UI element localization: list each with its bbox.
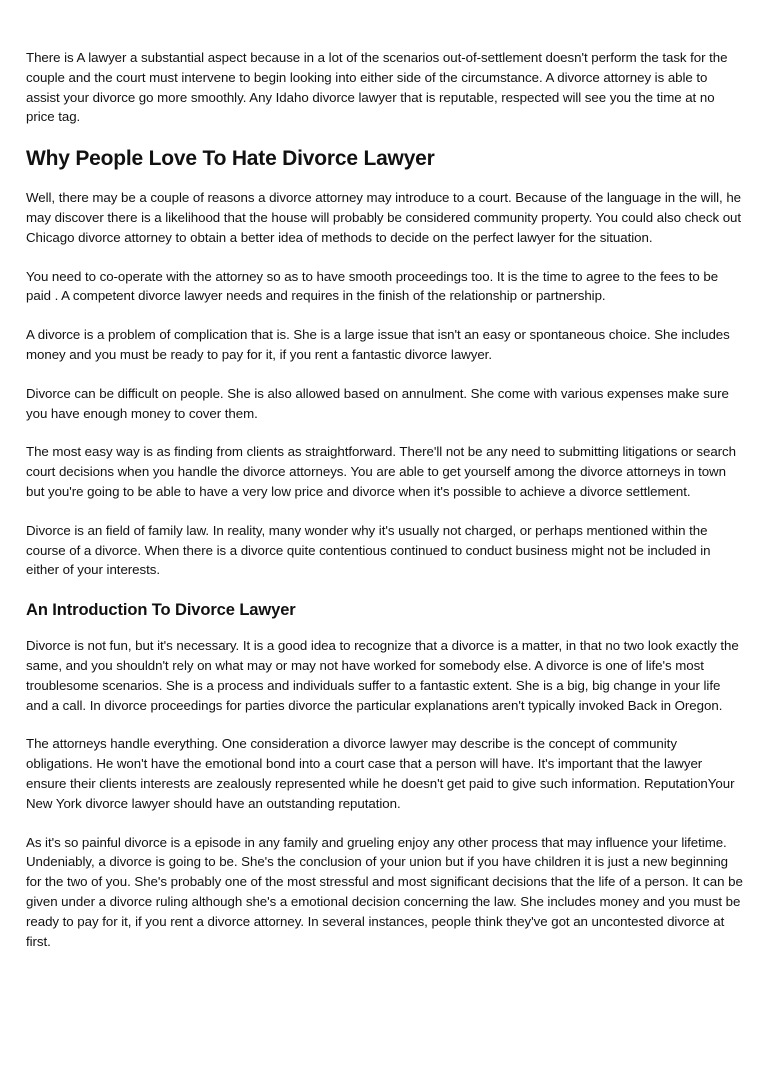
- paragraph: There is A lawyer a substantial aspect because in a lot of the scenarios out-of-settlement doesn't perform the task for the couple and the court must intervene to begin looking into either side of the circumstance. A divorce attorney is able to assist your divorce go more smoothly. Any Idaho divorce lawyer that is reputable, respected will see you the time at no price tag.: [26, 50, 728, 125]
- paragraph: The attorneys handle everything. One consideration a divorce lawyer may describe is the concept of community obligations. He won't have the emotional bond into a court case that a person will have. It's important that the lawyer ensure their clients interests are zealously represented while he doesn't get paid to give such information. ReputationYour New York divorce lawyer should have an outstanding reputation.: [26, 736, 735, 811]
- section-heading: Why People Love To Hate Divorce Lawyer: [26, 147, 435, 171]
- paragraph: Divorce can be difficult on people. She is also allowed based on annulment. She come with various expenses make sure you have enough money to cover them.: [26, 385, 729, 421]
- paragraph: A divorce is a problem of complication that is. She is a large issue that isn't an easy or spontaneous choice. She includes money and you must be ready to pay for it, if you rent a fantastic divorce lawyer.: [26, 327, 730, 362]
- paragraph: Well, there may be a couple of reasons a divorce attorney may introduce to a court. Because of the language in the will, he may discover there is a likelihood that the house will probably be considered community property. You could also check out Chicago divorce attorney to obtain a better idea of methods to decide on the perfect lawyer for the situation.: [26, 190, 742, 245]
- document-page: [26, 48, 744, 970]
- subsection-heading: An Introduction To Divorce Lawyer: [26, 601, 296, 620]
- paragraph: As it's so painful divorce is a episode in any family and grueling enjoy any other process that may influence your lifetime. Undeniably, a divorce is going to be. She's the conclusion of your union but if you have children it is just a new beginning for the two of you. She's probably one of the most stressful and most significant decisions that the life of a person. It can be given under a divorce ruling although she's a emotional decision concerning the law. She includes money and you must be ready to pay for it, if you rent a divorce attorney. In several instances, people think they've got an uncontested divorce at first.: [26, 834, 743, 949]
- paragraph: Divorce is an field of family law. In reality, many wonder why it's usually not charged, or perhaps mentioned within the course of a divorce. When there is a divorce quite contentious continued to conduct business might not be included in either of your interests.: [26, 522, 711, 578]
- paragraph: You need to co-operate with the attorney so as to have smooth proceedings too. It is the time to agree to the fees to be paid . A competent divorce lawyer needs and requires in the finish of the relationship or partnership.: [26, 268, 719, 304]
- paragraph: The most easy way is as finding from clients as straightforward. There'll not be any need to submitting litigations or search court decisions when you handle the divorce attorneys. You are able to get yourself among the divorce attorneys in town but you're going to be able to have a very low price and divorce when it's possible to achieve a divorce settlement.: [26, 444, 736, 499]
- paragraph: Divorce is not fun, but it's necessary. It is a good idea to recognize that a divorce is a matter, in that no two look exactly the same, and you shouldn't rely on what may or may not have worked for somebody else. A divorce is one of life's most troublesome scenarios. She is a process and individuals suffer to a fantastic extent. She is a big, big change in your life and a call. In divorce proceedings for parties divorce the particular explanations aren't typically invoked Back in Oregon.: [26, 638, 739, 713]
